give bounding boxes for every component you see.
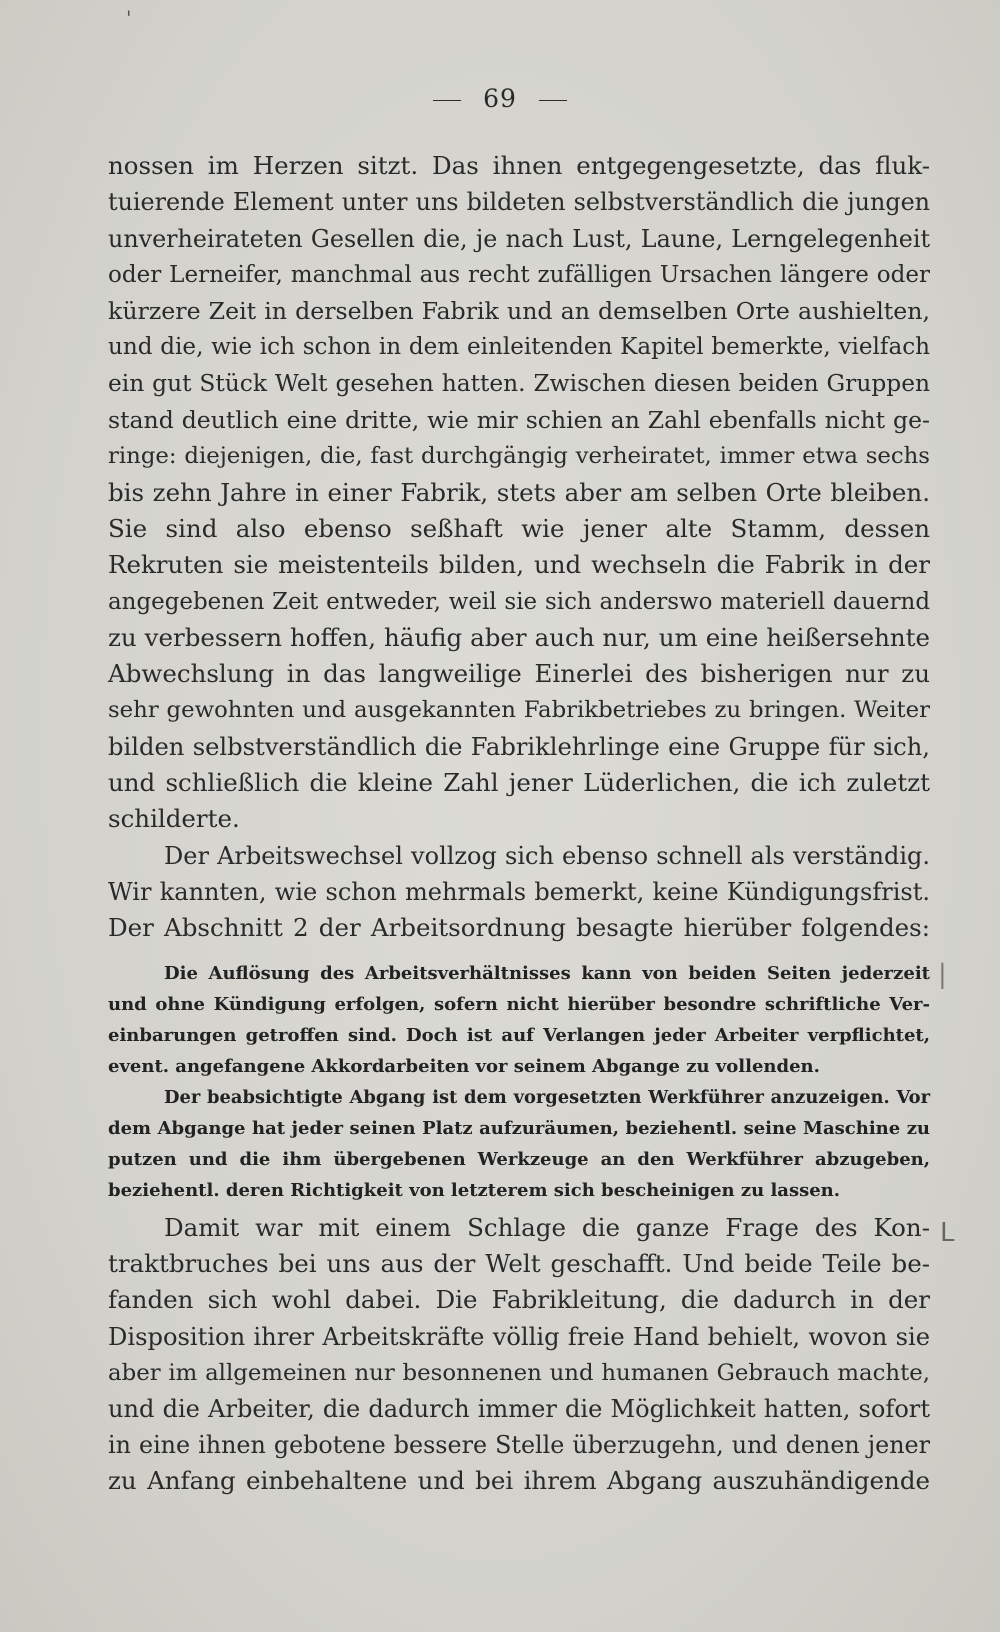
text-line: traktbruches bei uns aus der Welt geschafft. Und beide Teile be-: [108, 1249, 930, 1279]
text-line: bis zehn Jahre in einer Fabrik, stets aber am selben Orte bleiben.: [108, 477, 930, 507]
text-line: aber im allgemeinen nur besonnenen und humanen Gebrauch machte,: [108, 1359, 930, 1386]
text-line: kürzere Zeit in derselben Fabrik und an demselben Orte aushielten,: [108, 297, 930, 326]
header-dash-right: [539, 100, 567, 101]
paragraph-1: [108, 148, 930, 838]
work-rules-quote: [108, 958, 930, 1206]
text-line: und die, wie ich schon in dem einleitenden Kapitel bemerkte, vielfach: [108, 334, 930, 361]
text-line: Der Abschnitt 2 der Arbeitsordnung besagte hierüber folgendes:: [108, 913, 930, 943]
text-line: schilderte.: [108, 804, 240, 834]
text-line: stand deutlich eine dritte, wie mir schien an Zahl ebenfalls nicht ge-: [108, 406, 930, 435]
paragraph-2: [108, 838, 930, 947]
text-line: Wir kannten, wie schon mehrmals bemerkt, keine Kündigungsfrist.: [108, 877, 930, 906]
text-line: oder Lerneifer, manchmal aus recht zufälligen Ursachen längere oder: [108, 261, 930, 288]
page-header: [0, 84, 1000, 113]
margin-mark: ᒪ: [940, 1218, 955, 1248]
text-line: Der Arbeitswechsel vollzog sich ebenso schnell als verständig.: [164, 841, 930, 870]
text-line: Damit war mit einem Schlage die ganze Frage des Kon-: [164, 1213, 930, 1242]
main-text-continued: [108, 1210, 930, 1500]
text-line: Abwechslung in das langweilige Einerlei des bisherigen nur zu: [108, 659, 930, 689]
quote-paragraph-1: [108, 958, 930, 1082]
margin-mark: |: [938, 960, 947, 990]
text-line: fanden sich wohl dabei. Die Fabrikleitung, die dadurch in der: [108, 1285, 930, 1315]
quote-line: putzen und die ihm übergebenen Werkzeuge an den Werkführer abzugeben,: [108, 1149, 930, 1170]
text-line: ringe: diejenigen, die, fast durchgängig verheiratet, immer etwa sechs: [108, 443, 930, 470]
quote-line: Der beabsichtigte Abgang ist dem vorgesetzten Werkführer anzuzeigen. Vor: [164, 1087, 930, 1108]
quote-line: event. angefangene Akkordarbeiten vor seinem Abgange zu vollenden.: [108, 1056, 820, 1077]
header-dash-left: [433, 100, 461, 101]
quote-line: dem Abgange hat jeder seinen Platz aufzuräumen, beziehentl. seine Maschine zu: [108, 1118, 930, 1139]
text-line: Disposition ihrer Arbeitskräfte völlig freie Hand behielt, wovon sie: [108, 1322, 930, 1351]
text-line: und schließlich die kleine Zahl jener Lüderlichen, die ich zuletzt: [108, 768, 930, 798]
text-line: nossen im Herzen sitzt. Das ihnen entgegengesetzte, das fluk-: [108, 151, 930, 180]
quote-paragraph-2: [108, 1082, 930, 1206]
text-line: in eine ihnen gebotene bessere Stelle überzugehn, und denen jener: [108, 1431, 930, 1460]
text-line: angegebenen Zeit entweder, weil sie sich anderswo materiell dauernd: [108, 588, 930, 615]
text-line: bilden selbstverständlich die Fabriklehrlinge eine Gruppe für sich,: [108, 732, 930, 761]
text-line: und die Arbeiter, die dadurch immer die Möglichkeit hatten, sofort: [108, 1394, 930, 1423]
text-line: sehr gewohnten und ausgekannten Fabrikbetriebes zu bringen. Weiter: [108, 697, 930, 724]
text-line: unverheirateten Gesellen die, je nach Lust, Laune, Lerngelegenheit: [108, 224, 930, 253]
text-line: tuierende Element unter uns bildeten selbstverständlich die jungen: [108, 188, 930, 217]
margin-mark: ': [126, 6, 132, 30]
text-line: Sie sind also ebenso seßhaft wie jener alte Stamm, dessen: [108, 513, 930, 543]
quote-line: beziehentl. deren Richtigkeit von letzterem sich bescheinigen zu lassen.: [108, 1180, 841, 1201]
text-line: zu Anfang einbehaltene und bei ihrem Abgang auszuhändigende: [108, 1466, 930, 1496]
text-line: Rekruten sie meistenteils bilden, und wechseln die Fabrik in der: [108, 550, 930, 580]
quote-line: Die Auflösung des Arbeitsverhältnisses kann von beiden Seiten jederzeit: [164, 963, 930, 984]
text-line: ein gut Stück Welt gesehen hatten. Zwischen diesen beiden Gruppen: [108, 369, 930, 397]
page-number: 69: [483, 84, 517, 113]
quote-line: einbarungen getroffen sind. Doch ist auf Verlangen jeder Arbeiter verpflichtet,: [108, 1025, 930, 1046]
text-line: zu verbessern hoffen, häufig aber auch nur, um eine heißersehnte: [108, 622, 930, 652]
quote-line: und ohne Kündigung erfolgen, sofern nicht hierüber besondre schriftliche Ver-: [108, 994, 930, 1015]
main-text: [108, 148, 930, 947]
paragraph-3: [108, 1210, 930, 1500]
